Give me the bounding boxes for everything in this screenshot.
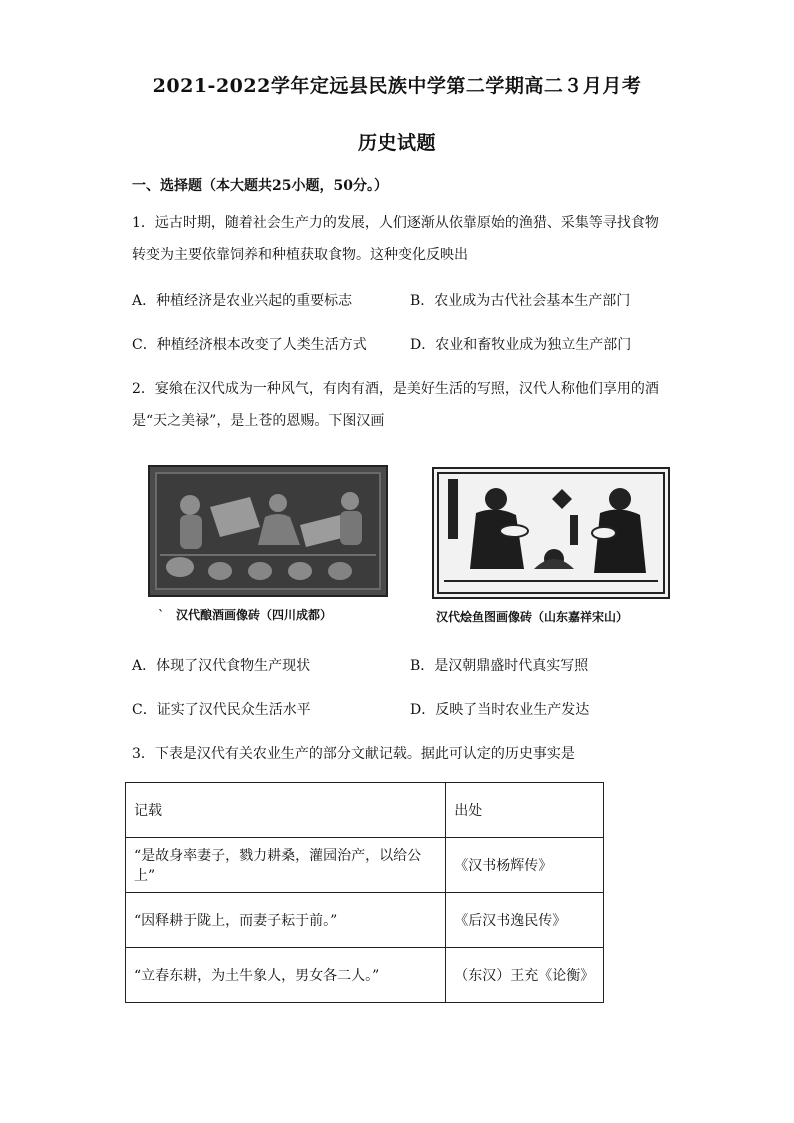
caption-fish-feast-relief: 汉代烩鱼图画像砖（山东嘉祥宋山） <box>436 610 629 624</box>
q1-option-c: C．种植经济根本改变了人类生活方式 <box>132 337 367 353</box>
table-row <box>126 948 604 1003</box>
q2-stem-line1: 2．宴飨在汉代成为一种风气，有肉有酒，是美好生活的写照，汉代人称他们享用的酒 <box>132 381 659 397</box>
q1-option-b: B．农业成为古代社会基本生产部门 <box>410 293 631 309</box>
caption-brewing-relief: ` 汉代酿酒画像砖（四川成都） <box>158 608 333 622</box>
fish-feast-relief-illustration <box>434 469 668 597</box>
table-row <box>126 893 604 948</box>
table-cell-record: “立春东耕，为土牛象人，男女各二人。” <box>126 948 446 1003</box>
table-row <box>126 838 604 893</box>
q2-option-c: C．证实了汉代民众生活水平 <box>132 702 311 718</box>
exam-title: 2021-2022学年定远县民族中学第二学期高二３月月考 <box>152 75 642 97</box>
table-cell-record: “是故身率妻子，戮力耕桑，灌园治产，以给公上” <box>126 838 446 893</box>
table-cell-record: “因释耕于陇上，而妻子耘于前。” <box>126 893 446 948</box>
q3-stem: 3．下表是汉代有关农业生产的部分文献记载。据此可认定的历史事实是 <box>132 746 575 762</box>
q1-option-a: A．种植经济是农业兴起的重要标志 <box>132 293 353 309</box>
brewing-relief-image <box>148 465 388 597</box>
table-header-record: 记载 <box>126 783 446 838</box>
brewing-relief-illustration <box>150 467 386 595</box>
table-cell-source: 《后汉书逸民传》 <box>446 893 604 948</box>
q2-option-d: D．反映了当时农业生产发达 <box>410 702 590 718</box>
table-cell-source: 《汉书杨辉传》 <box>446 838 604 893</box>
q2-stem-line2: 是“天之美禄”，是上苍的恩赐。下图汉画 <box>132 413 385 429</box>
q1-stem-line1: 1．远古时期，随着社会生产力的发展，人们逐渐从依靠原始的渔猎、采集等寻找食物 <box>132 215 659 231</box>
exam-subtitle: 历史试题 <box>357 132 436 154</box>
q1-stem-line2: 转变为主要依靠饲养和种植获取食物。这种变化反映出 <box>132 247 468 263</box>
fish-feast-relief-image <box>432 467 670 599</box>
q1-option-d: D．农业和畜牧业成为独立生产部门 <box>410 337 632 353</box>
table-header-row <box>126 783 604 838</box>
table-header-source: 出处 <box>446 783 604 838</box>
section-title: 一、选择题（本大题共25小题，50分。） <box>132 178 388 194</box>
q2-option-b: B．是汉朝鼎盛时代真实写照 <box>410 658 589 674</box>
records-table <box>125 782 604 1003</box>
q2-option-a: A．体现了汉代食物生产现状 <box>132 658 311 674</box>
table-cell-source: （东汉）王充《论衡》 <box>446 948 604 1003</box>
